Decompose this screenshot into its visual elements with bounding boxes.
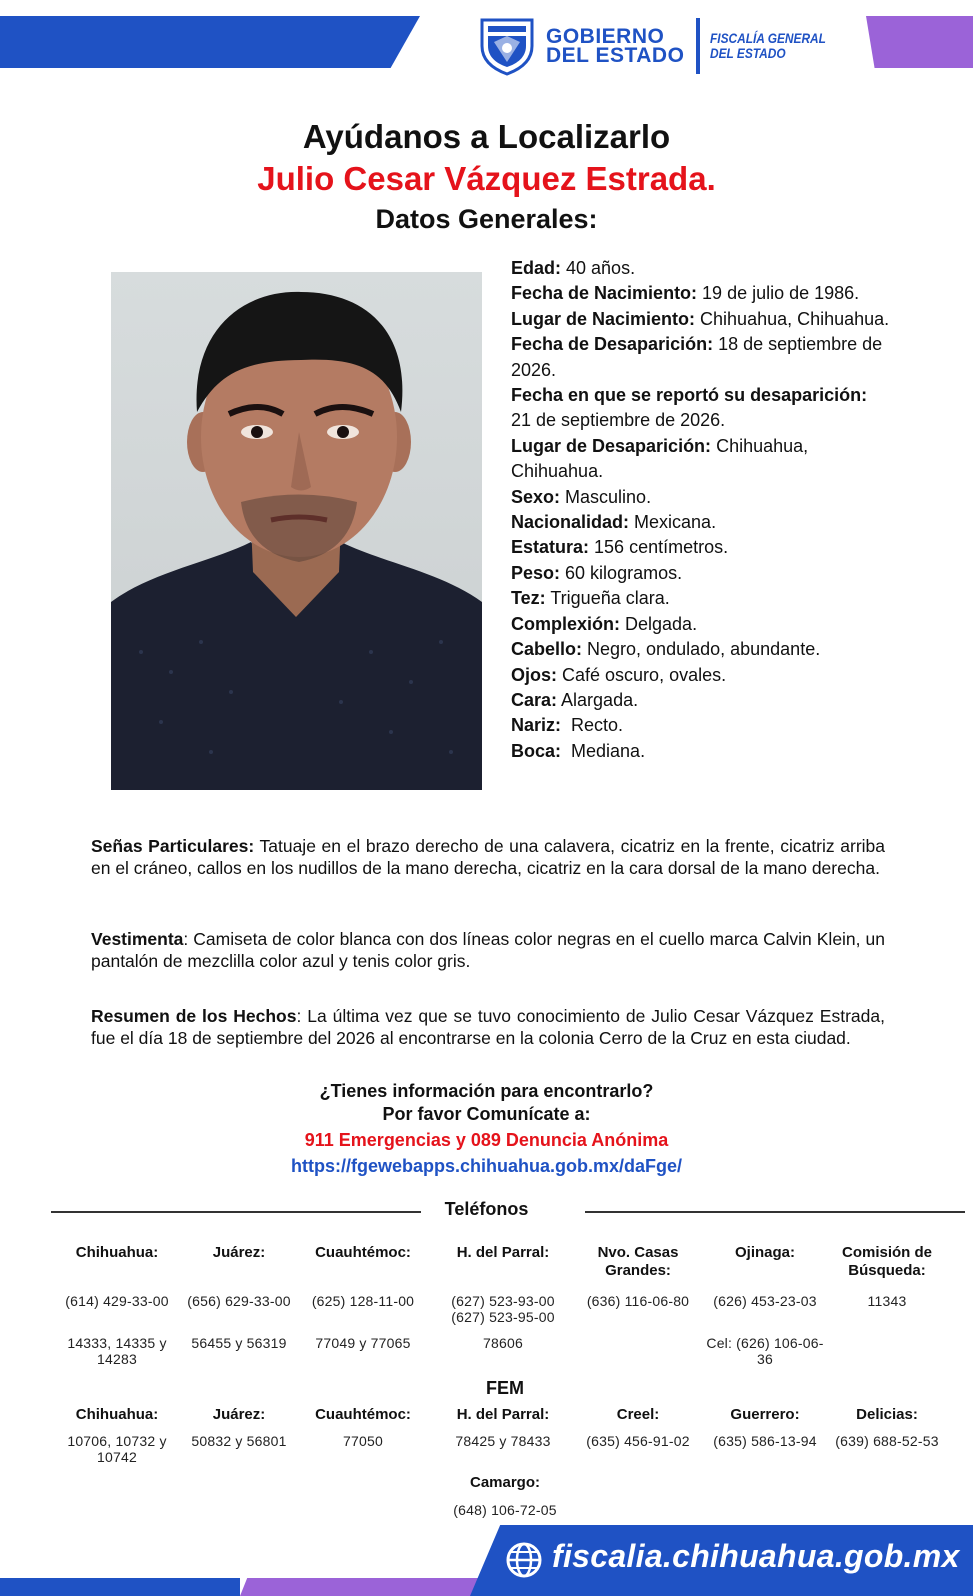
detail-label: Cara: xyxy=(511,689,558,710)
detail-label: Complexión: xyxy=(511,613,621,634)
camargo-phone: (648) 106-72-05 xyxy=(453,1502,557,1518)
header-blue-band xyxy=(0,16,420,68)
gobierno-del-estado-wordmark xyxy=(546,27,684,65)
detail-fecha-reporte xyxy=(511,383,891,434)
person-silhouette xyxy=(111,272,482,790)
fem-title: FEM xyxy=(486,1378,524,1398)
report-link[interactable]: https://fgewebapps.chihuahua.gob.mx/daFge/ xyxy=(290,1156,683,1176)
phones-extension: 78606 xyxy=(483,1335,523,1351)
detail-value: Delgada. xyxy=(620,613,698,634)
detail-label: Fecha en que se reportó su desaparición: xyxy=(511,385,868,406)
phones-extension: 14333, 14335 y 14283 xyxy=(67,1335,167,1367)
detail-value: 156 centímetros. xyxy=(589,537,729,558)
phones-city-name: H. del Parral: xyxy=(456,1244,550,1261)
detail-value: 60 kilogramos. xyxy=(560,562,683,583)
contact-please: Por favor Comunícate a: xyxy=(382,1104,591,1124)
state-shield-icon xyxy=(478,16,536,76)
detail-lugar-desaparicion xyxy=(511,434,891,485)
footer-website[interactable]: fiscalia.chihuahua.gob.mx xyxy=(552,1538,960,1574)
phones-city-name: Juárez: xyxy=(212,1244,266,1261)
fem-number: 77050 xyxy=(343,1433,383,1449)
phones-city-name: Cuauhtémoc: xyxy=(315,1244,411,1261)
fem-city-name: H. del Parral: xyxy=(456,1406,550,1423)
detail-value: Mexicana. xyxy=(629,512,717,533)
senas-particulares-paragraph xyxy=(91,835,885,879)
phones-city-name: Nvo. Casas Grandes: xyxy=(597,1244,679,1279)
fem-number: 78425 y 78433 xyxy=(455,1433,551,1449)
detail-value: Trigueña clara. xyxy=(545,588,670,609)
fem-city-name: Creel: xyxy=(616,1406,660,1423)
footer-blue-strip xyxy=(0,1578,240,1596)
fem-city-name: Guerrero: xyxy=(730,1406,800,1423)
phones-number: (636) 116-06-80 xyxy=(586,1293,690,1309)
camargo-name: Camargo: xyxy=(469,1474,540,1491)
contact-question: ¿Tienes información para encontrarlo? xyxy=(319,1081,654,1101)
fem-city-name: Cuauhtémoc: xyxy=(315,1406,411,1423)
detail-ojos xyxy=(511,663,891,688)
phones-number: (627) 523-93-00 (627) 523-95-00 xyxy=(451,1293,555,1325)
detail-label: Peso: xyxy=(511,562,561,583)
resumen-paragraph xyxy=(91,1005,885,1049)
fem-number: 50832 y 56801 xyxy=(191,1433,287,1449)
detail-label: Tez: xyxy=(511,588,546,609)
detail-value: 19 de julio de 1986. xyxy=(697,283,860,304)
detail-fecha-desaparicion xyxy=(511,332,891,383)
person-photo xyxy=(111,272,482,790)
fiscalia-wordmark xyxy=(710,31,826,61)
detail-value: Chihuahua, Chihuahua. xyxy=(695,308,890,329)
detail-label: Nacionalidad: xyxy=(511,512,630,533)
detail-estatura xyxy=(511,535,891,560)
detail-label: Cabello: xyxy=(511,639,583,660)
phones-number: (614) 429-33-00 xyxy=(65,1293,169,1309)
detail-label: Fecha de Nacimiento: xyxy=(511,283,698,304)
missing-person-name: Julio Cesar Vázquez Estrada. xyxy=(257,160,716,197)
emergency-numbers: 911 Emergencias y 089 Denuncia Anónima xyxy=(304,1130,669,1150)
resumen-text: : La última vez que se tuvo conocimiento de Julio Cesar Vázquez Estrada, fue el día 18 de septiembre del 2026 al encontrarse en la colonia Cerro de la Cruz en esta ciudad. xyxy=(91,1006,885,1048)
phones-extension: 77049 y 77065 xyxy=(315,1335,411,1351)
detail-value: Negro, ondulado, abundante. xyxy=(582,639,821,660)
fiscalia-line2: DEL ESTADO xyxy=(710,45,787,61)
detail-boca xyxy=(511,739,891,764)
detail-label: Lugar de Nacimiento: xyxy=(511,308,696,329)
fiscalia-line1: FISCALÍA GENERAL xyxy=(710,30,827,46)
detail-complexion xyxy=(511,612,891,637)
detail-cabello xyxy=(511,637,891,662)
detail-value: 18 de septiembre de 2026. xyxy=(511,334,883,380)
phones-city-name: Ojinaga: xyxy=(734,1244,795,1261)
detail-edad xyxy=(511,256,891,281)
detail-nariz xyxy=(511,713,891,738)
phones-title: Teléfonos xyxy=(444,1199,529,1219)
phones-city-name: Chihuahua: xyxy=(75,1244,159,1261)
phones-number: 11343 xyxy=(867,1293,907,1309)
phones-number: (626) 453-23-03 xyxy=(713,1293,817,1309)
footer-purple-strip xyxy=(240,1578,480,1596)
detail-value: Mediana. xyxy=(561,740,646,761)
detail-nacionalidad xyxy=(511,510,891,535)
fem-city-name: Delicias: xyxy=(856,1406,918,1423)
header-purple-band xyxy=(866,16,973,68)
detail-fecha-nacimiento xyxy=(511,281,891,306)
detail-value: 21 de septiembre de 2026. xyxy=(511,410,726,431)
detail-value: 40 años. xyxy=(561,258,636,278)
senas-label: Señas Particulares: xyxy=(91,836,255,856)
detail-value: Alargada. xyxy=(557,689,639,710)
fem-number: (639) 688-52-53 xyxy=(835,1433,939,1449)
fem-number: 10706, 10732 y 10742 xyxy=(67,1433,167,1465)
phones-extension: 56455 y 56319 xyxy=(191,1335,287,1351)
senas-text: Tatuaje en el brazo derecho de una calavera, cicatriz en la frente, cicatriz arriba en el cráneo, callos en los nudillos de la mano derecha, cicatriz en la cara dorsal de la mano derecha. xyxy=(91,836,885,878)
globe-icon xyxy=(504,1540,544,1580)
detail-label: Boca: xyxy=(511,740,562,761)
phones-city-name: Comisión de Búsqueda: xyxy=(841,1244,932,1279)
detail-sexo xyxy=(511,485,891,510)
detail-lugar-nacimiento xyxy=(511,307,891,332)
detail-label: Edad: xyxy=(511,258,562,278)
general-data-list xyxy=(511,256,891,764)
government-logo xyxy=(478,16,847,76)
detail-cara xyxy=(511,688,891,713)
vestimenta-label: Vestimenta xyxy=(91,929,184,949)
detail-peso xyxy=(511,561,891,586)
detail-value: Masculino. xyxy=(560,486,652,507)
resumen-label: Resumen de los Hechos xyxy=(91,1006,297,1026)
detail-value: Recto. xyxy=(561,715,624,736)
vestimenta-text: : Camiseta de color blanca con dos líneas color negras en el cuello marca Calvin Klein, un pantalón de mezclilla color azul y tenis color gris. xyxy=(91,929,885,971)
detail-label: Estatura: xyxy=(511,537,590,558)
detail-label: Lugar de Desaparición: xyxy=(511,435,712,456)
fem-number: (635) 456-91-02 xyxy=(586,1433,690,1449)
gobierno-line1: GOBIERNO xyxy=(546,25,665,48)
detail-label: Nariz: xyxy=(511,715,562,736)
phones-extension: Cel: (626) 106-06-36 xyxy=(706,1335,824,1367)
section-subtitle: Datos Generales: xyxy=(375,204,598,234)
gobierno-line2: DEL ESTADO xyxy=(546,44,685,67)
fem-number: (635) 586-13-94 xyxy=(713,1433,817,1449)
detail-value: Chihuahua, Chihuahua. xyxy=(511,435,809,482)
vestimenta-paragraph xyxy=(91,928,885,972)
phones-number: (625) 128-11-00 xyxy=(311,1293,415,1309)
detail-label: Sexo: xyxy=(511,486,561,507)
page-title: Ayúdanos a Localizarlo xyxy=(302,118,671,155)
fem-city-name: Chihuahua: xyxy=(75,1406,159,1423)
detail-label: Ojos: xyxy=(511,664,558,685)
detail-tez xyxy=(511,586,891,611)
phones-number: (656) 629-33-00 xyxy=(187,1293,291,1309)
detail-label: Fecha de Desaparición: xyxy=(511,334,714,355)
detail-value: Café oscuro, ovales. xyxy=(557,664,727,685)
fem-city-name: Juárez: xyxy=(212,1406,266,1423)
logo-divider xyxy=(696,18,700,74)
